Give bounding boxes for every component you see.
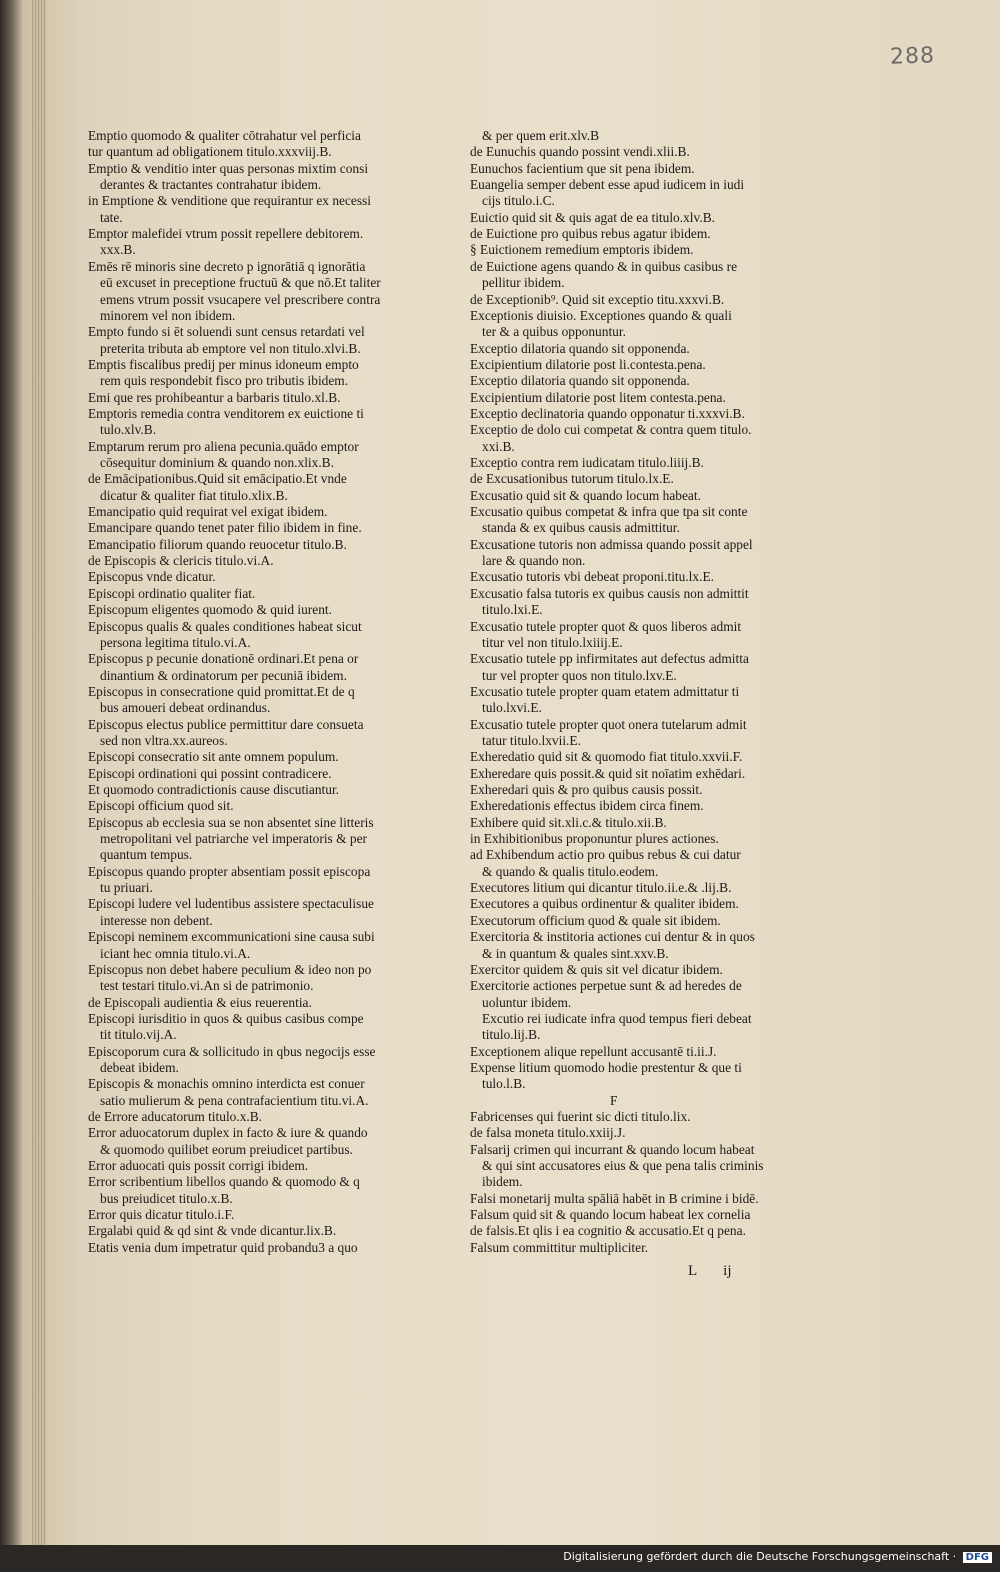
index-line: de Exceptionib⁹. Quid sit exceptio titu.xxxvi.B. bbox=[470, 291, 725, 307]
index-line: Episcopi officium quod sit. bbox=[88, 798, 234, 814]
index-line: de Excusationibus tutorum titulo.lx.E. bbox=[470, 471, 674, 487]
index-line: Exercitor quidem & quis sit vel dicatur ibidem. bbox=[470, 961, 723, 977]
index-line: Episcopi iurisditio in quos & quibus casibus compe bbox=[88, 1010, 364, 1026]
index-line: Excutio rei iudicate infra quod tempus fieri debeat bbox=[482, 1010, 752, 1026]
index-line: Error quis dicatur titulo.i.F. bbox=[88, 1207, 235, 1223]
index-line: Empto fundo si ēt soluendi sunt census retardati vel bbox=[88, 324, 365, 340]
index-line: Episcopus qualis & quales conditiones habeat sicut bbox=[88, 618, 362, 634]
index-line: & quomodo quilibet eorum preiudicet partibus. bbox=[100, 1141, 353, 1157]
index-line: metropolitani vel patriarche vel imperatoris & per bbox=[100, 831, 367, 847]
index-line: Eunuchos facientium que sit pena ibidem. bbox=[470, 160, 695, 176]
index-line: Exceptio de dolo cui competat & contra quem titulo. bbox=[470, 422, 752, 438]
index-line: Episcopus p pecunie donationē ordinari.Et pena or bbox=[88, 651, 359, 667]
index-line: Falsum quid sit & quando locum habeat lex cornelia bbox=[470, 1207, 751, 1223]
index-line: de falsa moneta titulo.xxiij.J. bbox=[470, 1125, 626, 1141]
index-line: dinantium & ordinatorum per pecuniā ibidem. bbox=[100, 667, 347, 683]
index-line: Exheredari quis & pro quibus causis possit. bbox=[470, 782, 703, 797]
index-line: Episcopi ordinatio qualiter fiat. bbox=[88, 585, 256, 601]
index-line: ad Exhibendum actio pro quibus rebus & cui datur bbox=[470, 847, 741, 863]
index-line: tatur titulo.lxvii.E. bbox=[482, 732, 581, 748]
index-line: Emptio & venditio inter quas personas mixtim consi bbox=[88, 160, 369, 176]
index-line: & in quantum & quales sint.xxv.B. bbox=[482, 945, 669, 961]
index-line: Exceptio declinatoria quando opponatur ti.xxxvi.B. bbox=[470, 405, 745, 421]
index-line: Excusatio tutele propter quot & quos liberos admit bbox=[470, 618, 742, 634]
index-line: Euangelia semper debent esse apud iudicem in iudi bbox=[470, 177, 745, 193]
index-line: Excusatio tutele pp infirmitates aut defectus admitta bbox=[470, 651, 749, 667]
index-line: § Euictionem remedium emptoris ibidem. bbox=[470, 242, 694, 258]
index-line: xxx.B. bbox=[100, 242, 136, 258]
index-line: sed non vltra.xx.aureos. bbox=[100, 732, 228, 748]
index-line: iciant hec omnia titulo.vi.A. bbox=[100, 945, 251, 961]
dfg-logo: DFG bbox=[963, 1552, 992, 1563]
index-line: emens vtrum possit vsucapere vel prescribere contra bbox=[100, 291, 381, 307]
index-line: Emptio quomodo & qualiter cōtrahatur vel perficia bbox=[88, 128, 361, 143]
index-line: Exheredatio quid sit & quomodo fiat titulo.xxvii.F. bbox=[470, 749, 743, 765]
index-line: Episcoporum cura & sollicitudo in qbus negocijs esse bbox=[88, 1043, 376, 1059]
index-line: debeat ibidem. bbox=[100, 1059, 179, 1075]
index-line: titulo.lxi.E. bbox=[482, 602, 543, 618]
index-line: Emptoris remedia contra venditorem ex euictione ti bbox=[88, 405, 364, 421]
index-line: Error aduocati quis possit corrigi ibidem. bbox=[88, 1158, 309, 1174]
index-line: Expense litium quomodo hodie prestentur & que ti bbox=[470, 1059, 742, 1075]
index-line: Episcopus electus publice permittitur dare consueta bbox=[88, 716, 364, 732]
index-line: Emancipatio quid requirat vel exigat ibidem. bbox=[88, 504, 328, 520]
index-line: Error scribentium libellos quando & quomodo & q bbox=[88, 1174, 360, 1190]
index-line: Emēs rē minoris sine decreto p ignorātiā q ignorātia bbox=[88, 258, 366, 274]
index-line: Excipientium dilatorie post li.contesta.pena. bbox=[470, 356, 706, 372]
index-line: Emptarum rerum pro aliena pecunia.quādo emptor bbox=[88, 438, 359, 454]
index-line: Executorum officium quod & quale sit ibidem. bbox=[470, 912, 721, 928]
index-line: Excusatio quid sit & quando locum habeat. bbox=[470, 487, 701, 503]
index-line: Excusatio quibus competat & infra que tpa sit conte bbox=[470, 504, 748, 520]
index-line: lare & quando non. bbox=[482, 553, 586, 569]
index-line: tulo.lxvi.E. bbox=[482, 700, 542, 716]
index-line: Excusatio tutele propter quot onera tutelarum admit bbox=[470, 716, 747, 732]
index-line: Exceptio dilatoria quando sit opponenda. bbox=[470, 340, 690, 356]
index-line: eū excuset in preceptione fructuū & que nō.Et taliter bbox=[100, 275, 381, 291]
index-line: Exheredare quis possit.& quid sit noīatim exhēdari. bbox=[470, 765, 746, 781]
index-line: Episcopi consecratio sit ante omnem populum. bbox=[88, 749, 339, 765]
index-line: standa & ex quibus causis admittitur. bbox=[482, 520, 680, 536]
index-line: ibidem. bbox=[482, 1174, 523, 1190]
index-line: de Episcopali audientia & eius reuerentia. bbox=[88, 994, 312, 1010]
index-line: Euictio quid sit & quis agat de ea titulo.xlv.B. bbox=[470, 209, 715, 225]
index-line: pellitur ibidem. bbox=[482, 275, 565, 291]
index-line: preterita tributa ab emptore vel non titulo.xlvi.B. bbox=[100, 340, 361, 356]
footer-credit: Digitalisierung gefördert durch die Deutsche Forschungsgemeinschaft bbox=[563, 1550, 950, 1563]
index-line: Exercitoria & institoria actiones cui dentur & in quos bbox=[470, 929, 755, 945]
index-line: Exceptio dilatoria quando sit opponenda. bbox=[470, 373, 690, 389]
index-line: Falsi monetarij multa spāliā habēt in B crimine i bidē. bbox=[470, 1190, 759, 1206]
index-line: tulo.xlv.B. bbox=[100, 422, 157, 438]
index-line: Falsum committitur multipliciter. bbox=[470, 1239, 649, 1255]
index-line: Episcopi ordinationi qui possint contradicere. bbox=[88, 765, 332, 781]
index-line: Exercitorie actiones perpetue sunt & ad heredes de bbox=[470, 978, 742, 994]
index-line: Exceptio contra rem iudicatam titulo.liiij.B. bbox=[470, 455, 704, 470]
folio-number: 288 bbox=[889, 43, 936, 70]
index-line: Excusatione tutoris non admissa quando possit appel bbox=[470, 536, 753, 552]
index-line: Excusatio tutoris vbi debeat proponi.titu.lx.E. bbox=[470, 569, 714, 585]
index-line: Exceptionem alique repellunt accusantē ti.ii.J. bbox=[470, 1043, 717, 1059]
index-line: & quando & qualis titulo.eodem. bbox=[482, 863, 659, 879]
index-line: Exceptionis diuisio. Exceptiones quando & quali bbox=[470, 307, 732, 323]
index-line: Episcopus in consecratione quid promittat.Et de q bbox=[88, 683, 355, 699]
index-line: Episcopis & monachis omnino interdicta est conuer bbox=[88, 1076, 365, 1092]
index-line: & per quem erit.xlv.B bbox=[482, 128, 600, 143]
footer-text-wrap: Digitalisierung gefördert durch die Deutsche Forschungsgemeinschaft · DFG bbox=[563, 1550, 992, 1563]
index-line: bus preiudicet titulo.x.B. bbox=[100, 1190, 233, 1206]
index-line: Episcopus ab ecclesia sua se non absentet sine litteris bbox=[88, 814, 374, 830]
index-line: test testari titulo.vi.An si de patrimonio. bbox=[100, 978, 314, 994]
index-line: satio mulierum & pena contrafacientium titu.vi.A. bbox=[100, 1092, 369, 1108]
index-line: derantes & tractantes contrahatur ibidem. bbox=[100, 177, 322, 193]
index-line: cōsequitur dominium & quando non.xlix.B. bbox=[100, 455, 334, 470]
index-line: Executores a quibus ordinentur & qualiter ibidem. bbox=[470, 896, 739, 912]
signature-letter: L bbox=[688, 1263, 698, 1279]
index-line: Et quomodo contradictionis cause discutiantur. bbox=[88, 782, 340, 797]
index-line: tit titulo.vij.A. bbox=[100, 1027, 177, 1043]
index-line: Emptor malefidei vtrum possit repellere debitorem. bbox=[88, 226, 364, 242]
index-line: minorem vel non ibidem. bbox=[100, 307, 236, 323]
index-line: tate. bbox=[100, 209, 123, 225]
digitization-footer bbox=[0, 1545, 1000, 1572]
index-line: quantum tempus. bbox=[100, 847, 193, 863]
index-line: Ergalabi quid & qd sint & vnde dicantur.lix.B. bbox=[88, 1223, 337, 1239]
index-line: Fabricenses qui fuerint sic dicti titulo.lix. bbox=[470, 1109, 691, 1124]
index-line: Excusatio tutele propter quam etatem admittatur ti bbox=[470, 683, 740, 699]
index-line: de Euictione agens quando & in quibus casibus re bbox=[470, 258, 738, 274]
index-line: tu priuari. bbox=[100, 880, 153, 896]
index-line: in Exhibitionibus proponuntur plures actiones. bbox=[470, 831, 719, 847]
index-line: uoluntur ibidem. bbox=[482, 994, 572, 1010]
index-line: Episcopus quando propter absentiam possit episcopa bbox=[88, 863, 371, 879]
index-line: de Emācipationibus.Quid sit emācipatio.Et vnde bbox=[88, 471, 347, 487]
index-line: xxi.B. bbox=[482, 438, 515, 454]
index-line: Episcopum eligentes quomodo & quid iurent. bbox=[88, 602, 332, 618]
index-line: tulo.l.B. bbox=[482, 1076, 526, 1092]
index-line: de Euictione pro quibus rebus agatur ibidem. bbox=[470, 226, 711, 242]
signature-number: ij bbox=[723, 1263, 732, 1279]
index-line: Episcopus non debet habere peculium & ideo non po bbox=[88, 961, 372, 977]
index-line: Etatis venia dum impetratur quid probandu3 a quo bbox=[88, 1239, 358, 1255]
index-line: de Errore aducatorum titulo.x.B. bbox=[88, 1109, 263, 1124]
index-line: rem quis respondebit fisco pro tributis ibidem. bbox=[100, 373, 349, 389]
index-line: bus amoueri debeat ordinandus. bbox=[100, 700, 271, 716]
index-line: Episcopi ludere vel ludentibus assistere spectaculisue bbox=[88, 896, 374, 912]
index-line: Excipientium dilatorie post litem contesta.pena. bbox=[470, 389, 726, 405]
index-line: ter & a quibus opponuntur. bbox=[482, 324, 626, 340]
index-line: persona legitima titulo.vi.A. bbox=[100, 634, 251, 650]
index-line: Exhibere quid sit.xli.c.& titulo.xii.B. bbox=[470, 814, 667, 830]
index-line: de falsis.Et qlis i ea cognitio & accusatio.Et q pena. bbox=[470, 1223, 746, 1239]
index-line: Falsarij crimen qui incurrant & quando locum habeat bbox=[470, 1141, 755, 1157]
index-line: cijs titulo.i.C. bbox=[482, 193, 555, 209]
index-line: interesse non debent. bbox=[100, 912, 213, 928]
index-line: Episcopi neminem excommunicationi sine causa subi bbox=[88, 929, 375, 945]
index-line: tur vel propter quos non titulo.lxv.E. bbox=[482, 667, 677, 683]
index-line: in Emptione & venditione que requirantur ex necessi bbox=[88, 193, 371, 209]
index-line: Emancipare quando tenet pater filio ibidem in fine. bbox=[88, 520, 362, 536]
index-line: Emi que res prohibeantur a barbaris titulo.xl.B. bbox=[88, 389, 341, 405]
index-line: Excusatio falsa tutoris ex quibus causis non admittit bbox=[470, 585, 749, 601]
index-line: Episcopus vnde dicatur. bbox=[88, 569, 216, 585]
index-line: & qui sint accusatores eius & que pena talis criminis bbox=[482, 1158, 764, 1174]
index-line: Error aduocatorum duplex in facto & iure & quando bbox=[88, 1125, 368, 1141]
index-line: tur quantum ad obligationem titulo.xxxviij.B. bbox=[88, 144, 332, 160]
signature-mark bbox=[688, 1263, 758, 1280]
index-line: de Episcopis & clericis titulo.vi.A. bbox=[88, 553, 274, 569]
index-line: F bbox=[610, 1092, 618, 1108]
index-line: dicatur & qualiter fiat titulo.xlix.B. bbox=[100, 487, 288, 503]
index-line: Exheredationis effectus ibidem circa finem. bbox=[470, 798, 704, 814]
index-line: titur vel non titulo.lxiiij.E. bbox=[482, 634, 623, 650]
index-line: Emptis fiscalibus predij per minus idoneum empto bbox=[88, 356, 359, 372]
index-line: de Eunuchis quando possint vendi.xlii.B. bbox=[470, 144, 690, 160]
index-line: titulo.lij.B. bbox=[482, 1027, 541, 1043]
page-gutter-edge bbox=[32, 0, 46, 1545]
index-line: Executores litium qui dicantur titulo.ii.e.& .lij.B. bbox=[470, 880, 732, 896]
index-line: Emancipatio filiorum quando reuocetur titulo.B. bbox=[88, 536, 347, 552]
